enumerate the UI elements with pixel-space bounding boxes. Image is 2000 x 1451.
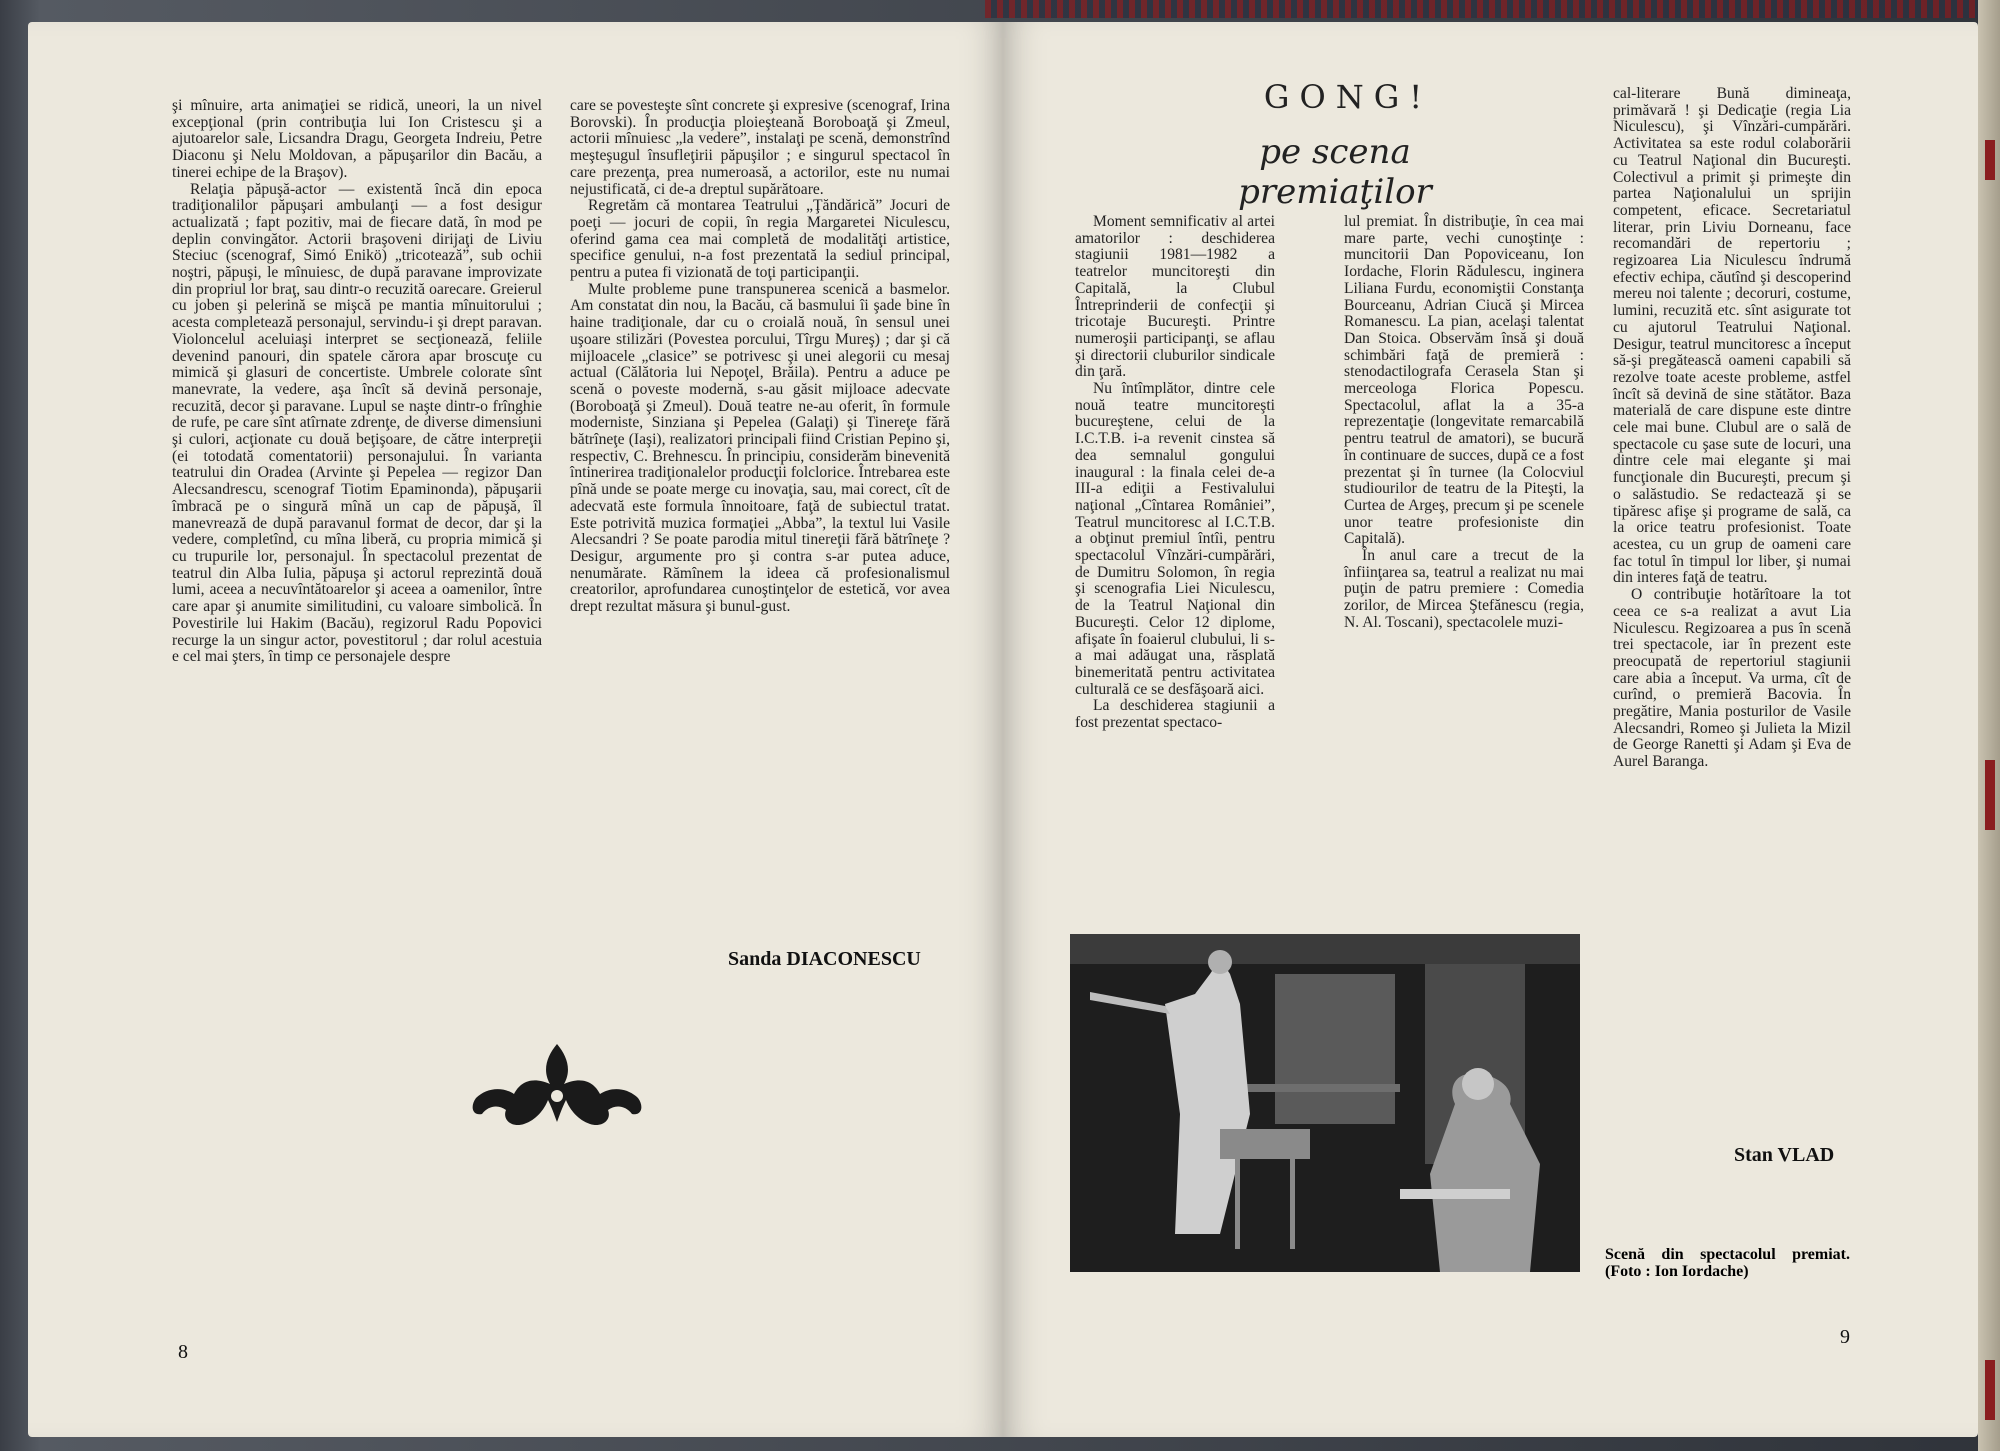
paragraph: şi mînuire, arta animaţiei se ridică, uneori, la un nivel excepţional (prin contribuţia lui Ion Cristescu şi a ajutoarelor sale, Licsandra Dragu, Georgeta Indreiu, Petre Diaconu şi Nelu Moldovan, a păpuşarilor din Bacău, a tinerei echipe de la Braşov). [172, 97, 542, 181]
photo-caption: Scenă din spectacolul premiat. (Foto : Ion Iordache) [1605, 1246, 1850, 1280]
page-number-left: 8 [178, 1341, 188, 1363]
paragraph: cal-literare Bună dimineaţa, primăvară ! şi Dedicaţie (regia Lia Niculescu), şi Vînzări-cumpărări. Activitatea sa este rodul colaborării cu Teatrul Naţional din Bucureşti. Colectivul a primit şi primeşte din partea Naţionalului un sprijin competent, eficace. Secretariatul literar, prin Liviu Dorneanu, face recomandări de repertoriu ; regizoarea Lia Niculescu îndrumă efectiv echipa, căutînd şi descoperind mereu noi talente ; decoruri, costume, lumini, recuzită etc. sînt asigurate tot cu ajutorul Teatrului Naţional. Desigur, teatrul muncitoresc a început să-şi pregătească oameni capabili să rezolve toate aceste probleme, astfel încît să devină de sine stătător. Baza materială de care dispune este dintre cele mai bune. Clubul are o sală de spectacole cu şase sute de locuri, una dintre cele mai elegante şi mai funcţionale din Bucureşti, precum şi o salăstudio. Se redactează şi se tipăresc afişe şi programe de sală, ca la orice teatru profesionist. Toate acestea, cu un grup de oameni care fac totul în timpul lor liber, şi numai din interes faţă de teatru. [1613, 85, 1851, 587]
edge-tab [1985, 1360, 1995, 1420]
paragraph: Moment semnificativ al artei amatorilor : deschiderea stagiunii 1981—1982 a teatrelor muncitoreşti din Capitală, la Clubul Întreprinderii de confecţii şi tricotaje Bucureşti. Printre numeroşii participanţi, se aflau şi directorii cluburilor sindicale din ţară. [1075, 213, 1275, 381]
paragraph: care se povesteşte sînt concrete şi expresive (scenograf, Irina Borovski). În producţia ploieşteană Boroboaţă şi Zmeul, actorii mînuiesc „la vedere”, instalaţi pe scenă, demonstrînd meşteşugul însufleţirii păpuşilor ; e singurul spectacol în care prezenţa, prea numeroasă, a actorilor, este nu numai nejustificată, ci de-a dreptul supărătoare. [570, 97, 950, 198]
paragraph: Relaţia păpuşă-actor — existentă încă din epoca tradiţionalilor păpuşari ambulanţi — a fost desigur actualizată ; fapt pozitiv, mai de fiecare dată, în mod pe deplin convingător. Actorii braşoveni dirijaţi de Liviu Steciuc (scenograf, Simó Enikö) „tricotează”, sub ochii noştri, păpuşi, le mînuiesc, de după paravane improvizate din propriul lor braţ, sau dintr-o recuzită oarecare. Greierul cu joben şi pelerină se mişcă pe mantia mînuitorului ; acesta completează personajul, servindu-i şi drept paravan. Violoncelul aceluiaşi interpret se secţionează, feliile devenind panouri, din spatele cărora apar broscuţe cu mimică şi glasuri de concertiste. Umbrele colorate sînt manevrate, la vedere, aşa încît să devină personaje, recuzită, decor şi paravane. Lupul se naşte dintr-o frînghie de rufe, pe care sînt atîrnate zdrenţe, de diverse dimensiuni şi culori, acţionate cu două beţişoare, de către interpreţii (ei totodată comentatorii) personajului. În varianta teatrului din Oradea (Arvinte şi Pepelea — regizor Dan Alecsandrescu, scenograf Tiotim Epaminonda), păpuşarii îmbracă pe o singură mînă un cap de păpuşă, îl manevrează de după paravanul format de decor, dar şi la vedere, completînd, cu mîna liberă, cu propria mimică şi cu trupurile lor, personajul. În spectacolul prezentat de teatrul din Alba Iulia, păpuşa şi actorul reprezintă două lumi, aceea a necuvîntătoarelor şi aceea a oamenilor, între care apar şi anumite similitudini, cu valoare simbolică. În Povestirile lui Hakim (Bacău), regizorul Radu Popovici recurge la un singur actor, povestitorul ; dar rolul acestuia e cel mai şters, în timp ce personajele despre [172, 180, 542, 666]
right-column-2 [1344, 214, 1584, 632]
paragraph: Regretăm că montarea Teatrului „Ţăndărică” Jocuri de poeţi — jocuri de copii, în regia Margaretei Niculescu, oferind gama cea mai completă de modalităţi artistice, specifice genului, n-a fost prezentată la sediul principal, pentru a putea fi vizionată de toţi participanţii. [570, 197, 950, 282]
ornament-icon [462, 1036, 652, 1134]
article-subtitle: pe scena premiaţilor [1238, 132, 1432, 212]
right-column-1 [1075, 214, 1275, 732]
article-title: GONG! [1263, 78, 1433, 116]
paragraph: Nu întîmplător, dintre cele nouă teatre muncitoreşti bucureştene, celui de la I.C.T.B. i-a revenit cinstea să dea semnalul gongului inaugural : la finala celei de-a III-a ediţii a Festivalului naţional „Cîntarea României”, Teatrul muncitoresc al I.C.T.B. a obţinut premiul întîi, pentru spectacolul Vînzări-cumpărări, de Dumitru Solomon, în regia şi scenografia Liei Niculescu, de la Teatrul Naţional din Bucureşti. Celor 12 diplome, afişate în foaierul clubului, li s-a mai adăugat una, răsplată binemeritată pentru activitatea culturală ce se desfăşoară aici. [1075, 380, 1275, 698]
page-number-right: 9 [1840, 1326, 1850, 1348]
right-column-3 [1613, 86, 1851, 771]
edge-tab [1985, 140, 1995, 180]
cover-binding-band [985, 0, 2000, 18]
right-signature: Stan VLAD [1734, 1144, 1835, 1166]
stage-photo [1070, 934, 1580, 1272]
left-column-1 [172, 98, 542, 666]
page-edge [1978, 0, 2000, 1451]
paragraph: La deschiderea stagiunii a fost prezentat spectaco- [1075, 697, 1275, 732]
left-column-2 [570, 98, 950, 616]
left-signature: Sanda DIACONESCU [728, 948, 921, 970]
paragraph: Multe probleme pune transpunerea scenică a basmelor. Am constatat din nou, la Bacău, că basmului îi şade bine în haine tradiţionale, dar cu o croială nouă, în sensul unei uşoare stilizări (Povestea porcului, Tîrgu Mureş) ; dar şi că mijloacele „clasice” se potrivesc şi unei alegorii cu mesaj actual (Călătoria lui Nepoţel, Brăila). Pentru a aduce pe scenă o poveste modernă, s-au găsit mijloace adecvate (Boroboaţă şi Zmeul). Două teatre ne-au oferit, în formule moderniste, Sinziana şi Pepelea (Galaţi) şi Tinereţe fără bătrîneţe (Iaşi), realizatori principali fiind Cristian Pepino şi, respectiv, C. Brehnescu. În principiu, considerăm binevenită întinerirea tradiţionalelor producţii folclorice. Întrebarea este pînă unde se poate merge cu inovaţia, sau, mai corect, cît de adecvată este formula înnoitoare, faţă de subiectul tratat. Este potrivită muzica formaţiei „Abba”, la textul lui Vasile Alecsandri ? Se poate parodia mitul tinereţii fără bătrîneţe ? Desigur, argumente pro şi contra s-ar putea aduce, nenumărate. Rămînem la ideea că profesionalismul creatorilor, aprofundarea cunoştinţelor de estetică, vor avea drept rezultat măsura şi bunul-gust. [570, 280, 950, 616]
paragraph: lul premiat. În distribuţie, în cea mai mare parte, vechi cunoştinţe : muncitorii Dan Popoviceanu, Ion Iordache, Florin Rădulescu, inginera Liliana Furdu, economiştii Constanţa Bourceanu, Adrian Ciucă şi Mircea Romanescu. La pian, acelaşi talentat Dan Stoica. Observăm însă şi două schimbări faţă de premieră : stenodactilografa Cerasela Stan şi merceologa Florica Popescu. Spectacolul, aflat la a 35-a reprezentaţie (longevitate remarcabilă pentru teatrul de amatori), se bucură în continuare de succes, după ce a fost prezentat şi în turnee (la Colocviul studiourilor de teatru de la Piteşti, la Curtea de Argeş, precum şi pe scenele unor teatre profesioniste din Capitală). [1344, 213, 1584, 548]
paragraph: O contribuţie hotărîtoare la tot ceea ce s-a realizat a avut Lia Niculescu. Regizoarea a pus în scenă trei spectacole, iar în prezent este preocupată de repertoriul stagiunii care abia a început. Va urma, cît de curînd, o premieră Bacovia. În pregătire, Mania posturilor de Vasile Alecsandri, Romeo şi Julieta la Mizil de George Ranetti şi Adam şi Eva de Aurel Baranga. [1613, 586, 1851, 771]
edge-tab [1985, 760, 1995, 830]
paragraph: În anul care a trecut de la înfiinţarea sa, teatrul a realizat nu mai puţin de patru premiere : Comedia zorilor, de Mircea Ştefănescu (regia, N. Al. Toscani), spectacolele muzi- [1344, 547, 1584, 631]
